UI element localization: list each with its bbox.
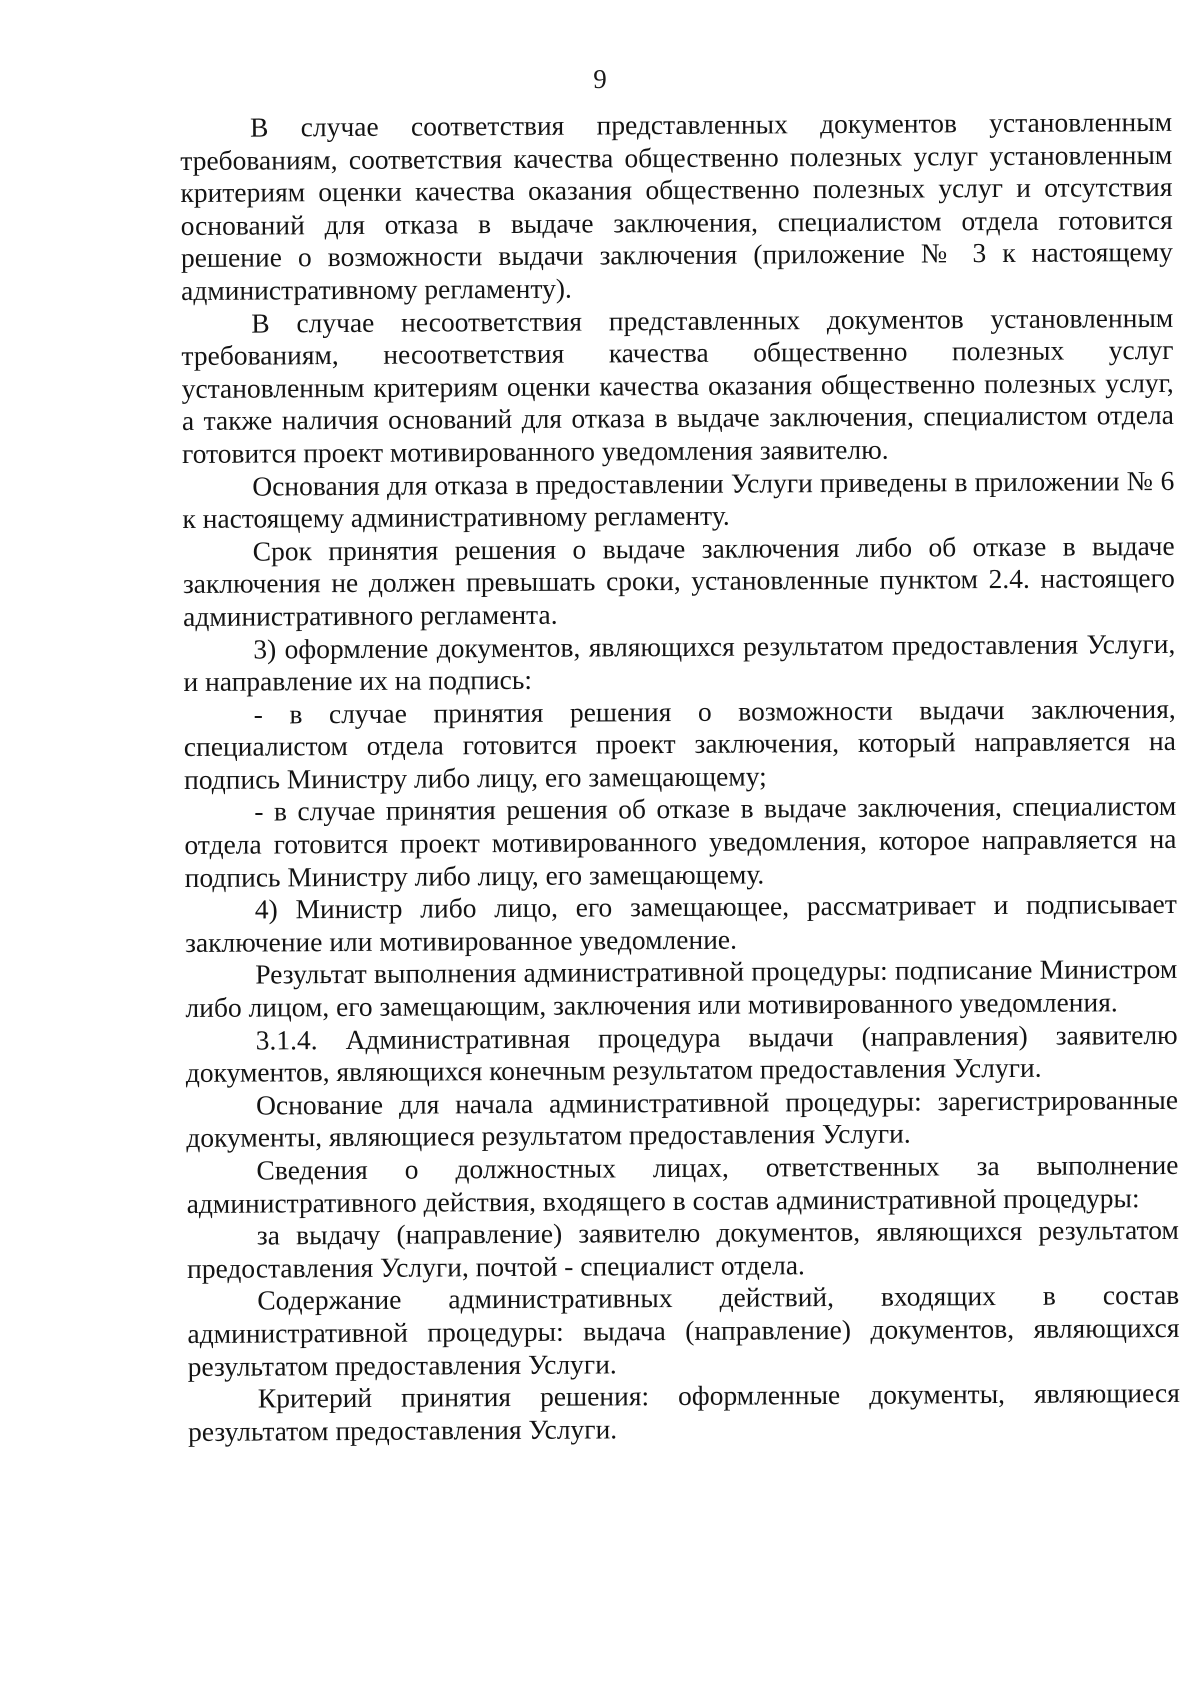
paragraph: Содержание административных действий, входящих в состав административной процедуры: выдача (направление) документов, являющихся результатом предоставления Услуги.: [187, 1279, 1180, 1382]
paragraph: 3.1.4. Административная процедура выдачи (направления) заявителю документов, являющихся конечным результатом предоставления Услуги.: [185, 1018, 1178, 1089]
paragraph: Основание для начала административной процедуры: зарегистрированные документы, являющиеся результатом предоставления Услуги.: [186, 1083, 1179, 1154]
paragraph: - в случае принятия решения об отказе в выдаче заключения, специалистом отдела готовится проект мотивированного уведомления, которое направляется на подпись Министру либо лицу, его замещающему.: [184, 790, 1177, 893]
paragraph: 3) оформление документов, являющихся результатом предоставления Услуги, и направление их на подпись:: [183, 627, 1176, 698]
paragraph: 4) Министр либо лицо, его замещающее, рассматривает и подписывает заключение или мотивированное уведомление.: [184, 888, 1177, 958]
paragraph: Основания для отказа в предоставлении Услуги приведены в приложении № 6 к настоящему административному регламенту.: [182, 464, 1175, 535]
paragraph: - в случае принятия решения о возможности выдачи заключения, специалистом отдела готовится проект заключения, который направляется на подпись Министру либо лицу, его замещающему;: [183, 692, 1176, 795]
paragraph: В случае соответствия представленных документов установленным требованиям, соответствия качества общественно полезных услуг установленным критериям оценки качества оказания общественно полезных услуг и отсутствия оснований для отказа в выдаче заключения, специалистом отдела готовится решение о возможности выдачи заключения (приложение № 3 к настоящему административному регламенту).: [180, 105, 1173, 306]
paragraph: Критерий принятия решения: оформленные документы, являющиеся результатом предоставления Услуги.: [187, 1377, 1180, 1447]
paragraph: Срок принятия решения о выдаче заключения либо об отказе в выдаче заключения не должен превышать сроки, установленные пунктом 2.4. настоящего административного регламента.: [182, 529, 1175, 632]
page-number: 9: [593, 64, 607, 94]
paragraph: Сведения о должностных лицах, ответственных за выполнение административного действия, входящего в состав административной процедуры:: [186, 1148, 1179, 1219]
document-body: [180, 106, 1180, 1448]
paragraph: за выдачу (направление) заявителю документов, являющихся результатом предоставления Услуги, почтой - специалист отдела.: [186, 1214, 1179, 1284]
paragraph: Результат выполнения административной процедуры: подписание Министром либо лицом, его замещающим, заключения или мотивированного уведомления.: [185, 953, 1178, 1024]
paragraph: В случае несоответствия представленных документов установленным требованиям, несоответствия качества общественно полезных услуг установленным критериям оценки качества оказания общественно полезных услуг, а также наличия оснований для отказа в выдаче заключения, специалистом отдела готовится проект мотивированного уведомления заявителю.: [181, 301, 1174, 469]
